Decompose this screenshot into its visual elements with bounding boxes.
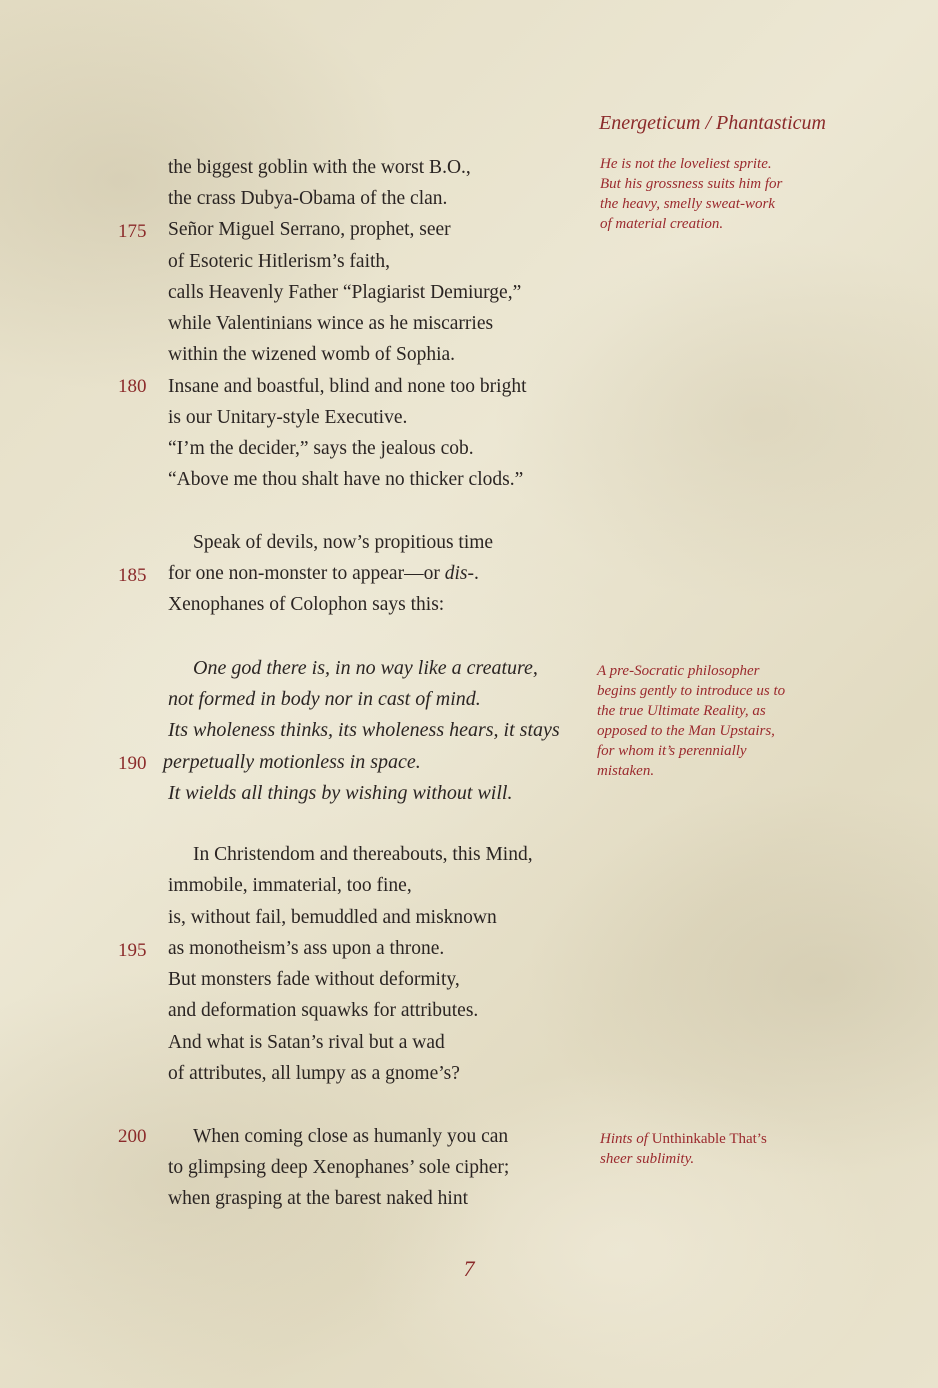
poem-line: Its wholeness thinks, its wholeness hears, it stays bbox=[168, 719, 560, 741]
poem-line: while Valentinians wince as he miscarries bbox=[168, 313, 494, 334]
poem-line: the crass Dubya-Obama of the clan. bbox=[168, 188, 448, 209]
poem-line: And what is Satan’s rival but a wad bbox=[168, 1032, 445, 1053]
line-number: 185 bbox=[118, 565, 147, 586]
poem-line: Speak of devils, now’s propitious time bbox=[193, 532, 494, 553]
poem-line: and deformation squawks for attributes. bbox=[168, 1000, 479, 1021]
poem-line: as monotheism’s ass upon a throne. bbox=[168, 938, 445, 959]
margin-note-line: A pre-Socratic philosopher bbox=[597, 663, 760, 679]
poem-line: But monsters fade without deformity, bbox=[168, 969, 460, 990]
margin-note-text: Unthinkable That’s bbox=[651, 1131, 767, 1147]
poem-line-text: . bbox=[473, 563, 479, 584]
poem-line bbox=[168, 562, 479, 586]
margin-note bbox=[597, 661, 812, 781]
margin-note-line: opposed to the Man Upstairs, bbox=[597, 723, 775, 739]
margin-note-line bbox=[600, 1129, 815, 1149]
poem-line: is our Unitary-style Executive. bbox=[168, 407, 408, 428]
poem-line: within the wizened womb of Sophia. bbox=[168, 344, 456, 365]
margin-note-line: But his grossness suits him for bbox=[600, 176, 783, 192]
poem-line: When coming close as humanly you can bbox=[193, 1126, 509, 1147]
margin-note-line: sheer sublimity. bbox=[600, 1151, 695, 1167]
running-header: Energeticum / Phantasticum bbox=[599, 112, 826, 134]
poem-line: “Above me thou shalt have no thicker clods.” bbox=[168, 469, 524, 490]
poem-line: is, without fail, bemuddled and misknown bbox=[168, 907, 497, 928]
margin-note-text: Hints of bbox=[600, 1131, 652, 1147]
margin-note bbox=[600, 1129, 815, 1169]
page-number: 7 bbox=[463, 1256, 475, 1281]
poem-line: Xenophanes of Colophon says this: bbox=[168, 594, 445, 615]
line-number: 180 bbox=[118, 376, 147, 397]
poem-line: the biggest goblin with the worst B.O., bbox=[168, 157, 471, 178]
line-number: 200 bbox=[118, 1126, 147, 1147]
poem-line: not formed in body nor in cast of mind. bbox=[168, 688, 481, 710]
poem-line: immobile, immaterial, too fine, bbox=[168, 875, 412, 896]
margin-note-line: the heavy, smelly sweat-work bbox=[600, 196, 775, 212]
poem-line: It wields all things by wishing without will. bbox=[168, 782, 513, 804]
poem-line: Señor Miguel Serrano, prophet, seer bbox=[168, 219, 451, 240]
margin-note-line: of material creation. bbox=[600, 216, 724, 232]
line-number: 195 bbox=[118, 940, 147, 961]
margin-note-line: the true Ultimate Reality, as bbox=[597, 703, 766, 719]
poem-line-emphasis: dis- bbox=[444, 563, 474, 584]
poem-line: perpetually motionless in space. bbox=[163, 751, 421, 773]
line-number: 190 bbox=[118, 753, 147, 774]
margin-note-line: He is not the loveliest sprite. bbox=[600, 156, 772, 172]
poem-line: “I’m the decider,” says the jealous cob. bbox=[168, 438, 474, 459]
poem-line: Insane and boastful, blind and none too bright bbox=[168, 376, 527, 397]
poem-line: calls Heavenly Father “Plagiarist Demiurge,” bbox=[168, 282, 522, 303]
poem-line: of attributes, all lumpy as a gnome’s? bbox=[168, 1063, 460, 1084]
margin-note bbox=[600, 154, 815, 234]
poem-line: when grasping at the barest naked hint bbox=[168, 1188, 468, 1209]
margin-note-line: for whom it’s perennially bbox=[597, 743, 747, 759]
line-number: 175 bbox=[118, 221, 147, 242]
poem-line: of Esoteric Hitlerism’s faith, bbox=[168, 251, 391, 272]
margin-note-line: mistaken. bbox=[597, 763, 655, 779]
poem-line-text: for one non-monster to appear—or bbox=[168, 563, 445, 584]
poem-line: One god there is, in no way like a creature, bbox=[193, 657, 538, 679]
poem-line: to glimpsing deep Xenophanes’ sole cipher; bbox=[168, 1157, 510, 1178]
poem-line: In Christendom and thereabouts, this Mind, bbox=[193, 844, 533, 865]
margin-note-line: begins gently to introduce us to bbox=[597, 683, 786, 699]
